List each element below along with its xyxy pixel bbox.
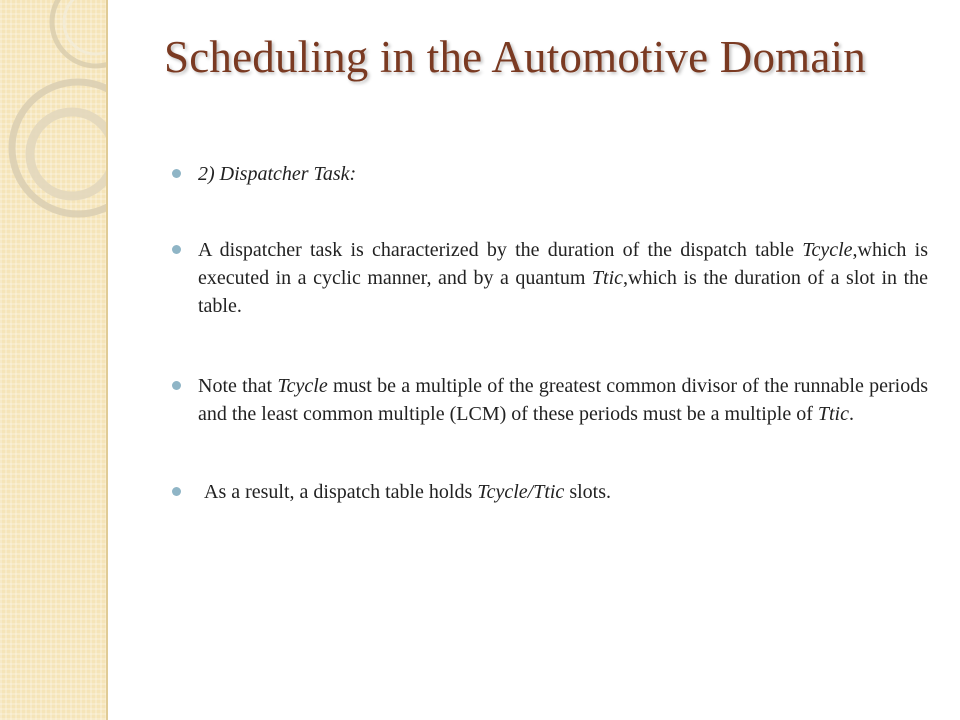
bullet-item-dispatch-table-slots	[172, 478, 928, 506]
bullet-text: ,which is executed in a cyclic manner, and by a quantum	[198, 239, 928, 289]
bullet-text: slots.	[564, 481, 611, 503]
bullet-dot-icon	[172, 487, 181, 496]
bullet-item-dispatcher-description	[172, 236, 928, 320]
bullet-list	[172, 160, 928, 506]
term-tcycle-ttic: Tcycle/Ttic	[477, 481, 565, 503]
term-tcycle: Tcycle	[277, 375, 328, 397]
bullet-item-dispatcher-task	[172, 160, 928, 188]
bullet-dot-icon	[172, 169, 181, 178]
slide-title: Scheduling in the Automotive Domain	[164, 32, 866, 82]
bullet-dot-icon	[172, 381, 181, 390]
bullet-text: ,which is the duration of a slot in the table.	[198, 267, 928, 317]
bullet-text: .	[849, 403, 854, 425]
bullet-text: Note that	[198, 375, 278, 397]
bullet-text: A dispatcher task is characterized by the duration of the dispatch table	[198, 239, 803, 261]
bullet-text: 2) Dispatcher Task:	[198, 163, 357, 185]
bullet-text: As a result, a dispatch table holds	[204, 481, 478, 503]
term-ttic: Ttic	[591, 267, 624, 289]
decorative-rings-icon	[0, 0, 108, 260]
bullet-dot-icon	[172, 245, 181, 254]
bullet-text: must be a multiple of the greatest common divisor of the runnable periods and the least common multiple (LCM) of these periods must be a multiple of	[198, 375, 928, 425]
bullet-item-tcycle-note	[172, 372, 928, 428]
decorative-sidebar	[0, 0, 108, 720]
term-tcycle: Tcycle	[802, 239, 853, 261]
term-ttic: Ttic	[817, 403, 849, 425]
